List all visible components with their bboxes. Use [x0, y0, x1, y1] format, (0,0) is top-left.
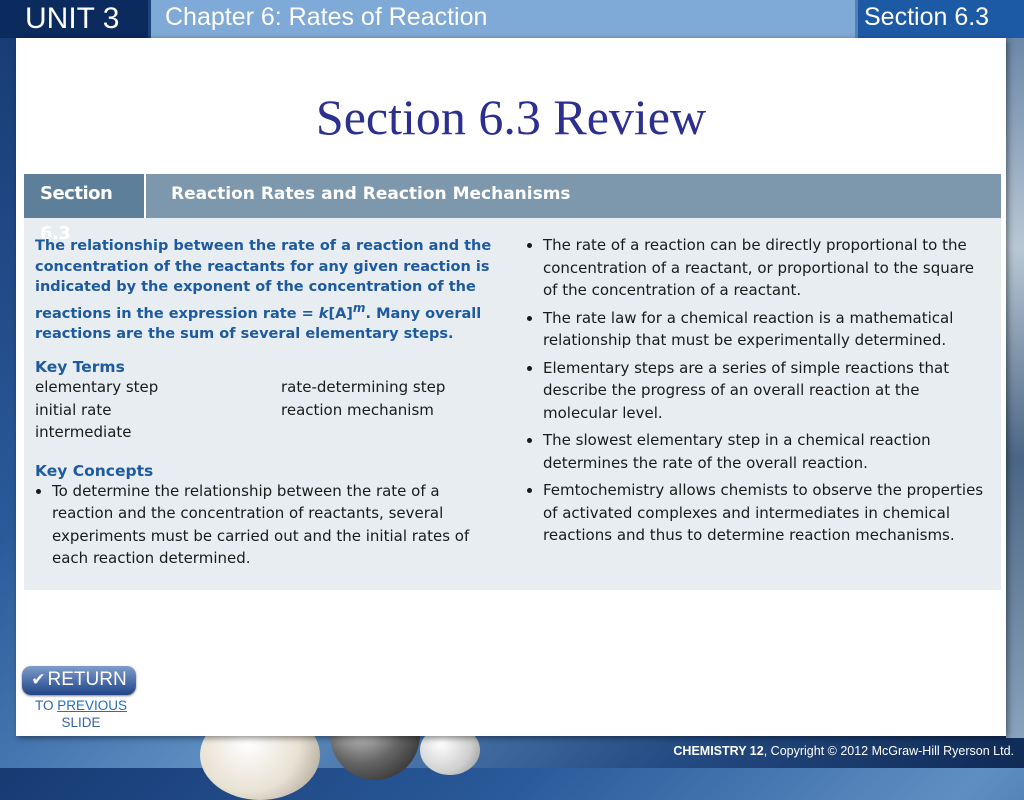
- section-label: Section 6.3: [858, 0, 1024, 38]
- key-terms-list: [35, 376, 495, 444]
- key-concept-item: • To determine the relationship between the rate of a reaction and the concentration of reactants, several experiments must be carried out and the initial rates of each reaction determined.: [52, 480, 495, 570]
- key-term: reaction mechanism: [281, 400, 434, 419]
- key-term: rate-determining step: [281, 378, 446, 397]
- unit-label: UNIT 3: [0, 0, 148, 38]
- key-term: elementary step: [35, 378, 159, 397]
- return-button-label: RETURN: [47, 669, 127, 690]
- summary-bullet: • The rate of a reaction can be directly proportional to the concentration of a reactant, or proportional to the square of the concentration of a reactant.: [543, 234, 992, 302]
- section-review-box: [24, 174, 1001, 590]
- review-header: [24, 174, 1001, 244]
- return-button[interactable]: [22, 666, 136, 695]
- review-title: Reaction Rates and Reaction Mechanisms: [171, 184, 571, 204]
- review-right-column: [526, 234, 992, 552]
- review-section-label: Section 6.3: [24, 174, 146, 218]
- key-term: initial rate: [35, 400, 112, 419]
- summary-bullet: • The slowest elementary step in a chemical reaction determines the rate of the overall reaction.: [543, 429, 992, 474]
- copyright-footer: CHEMISTRY 12, Copyright © 2012 McGraw-Hill Ryerson Ltd.: [673, 744, 1014, 758]
- chapter-title: Chapter 6: Rates of Reaction: [151, 0, 855, 38]
- return-caption: TO PREVIOUS SLIDE: [34, 698, 128, 730]
- key-term: [281, 421, 481, 444]
- slide-header-bar: [0, 0, 1024, 38]
- background-image-strip: [1006, 38, 1024, 738]
- key-concepts-heading: Key Concepts: [35, 461, 154, 480]
- key-concepts-list: [35, 480, 495, 570]
- previous-slide-link[interactable]: PREVIOUS: [57, 698, 128, 713]
- summary-bullet: • The rate law for a chemical reaction is a mathematical relationship that must be experimentally determined.: [543, 307, 992, 352]
- section-summary: The relationship between the rate of a reaction and the concentration of the reactants for any given reaction is indicated by the exponent of the concentration of the reactions in the expression rate = $k[A]^m$. Many overall reactions are the sum of several elementary steps.: [35, 238, 492, 342]
- slide-title: Section 6.3 Review: [315, 89, 707, 145]
- key-term: intermediate: [35, 423, 132, 442]
- slide-content: [16, 38, 1006, 736]
- summary-bullet-list: [526, 234, 992, 547]
- review-left-column: [35, 236, 495, 570]
- summary-bullet: • Elementary steps are a series of simple reactions that describe the progress of an overall reaction at the molecular level.: [543, 357, 992, 425]
- summary-bullet: • Femtochemistry allows chemists to observe the properties of activated complexes and intermediates in chemical reactions and thus to determine reaction mechanisms.: [543, 479, 992, 547]
- checkmark-arrow-icon: ✔: [31, 670, 46, 689]
- key-terms-heading: Key Terms: [35, 358, 125, 377]
